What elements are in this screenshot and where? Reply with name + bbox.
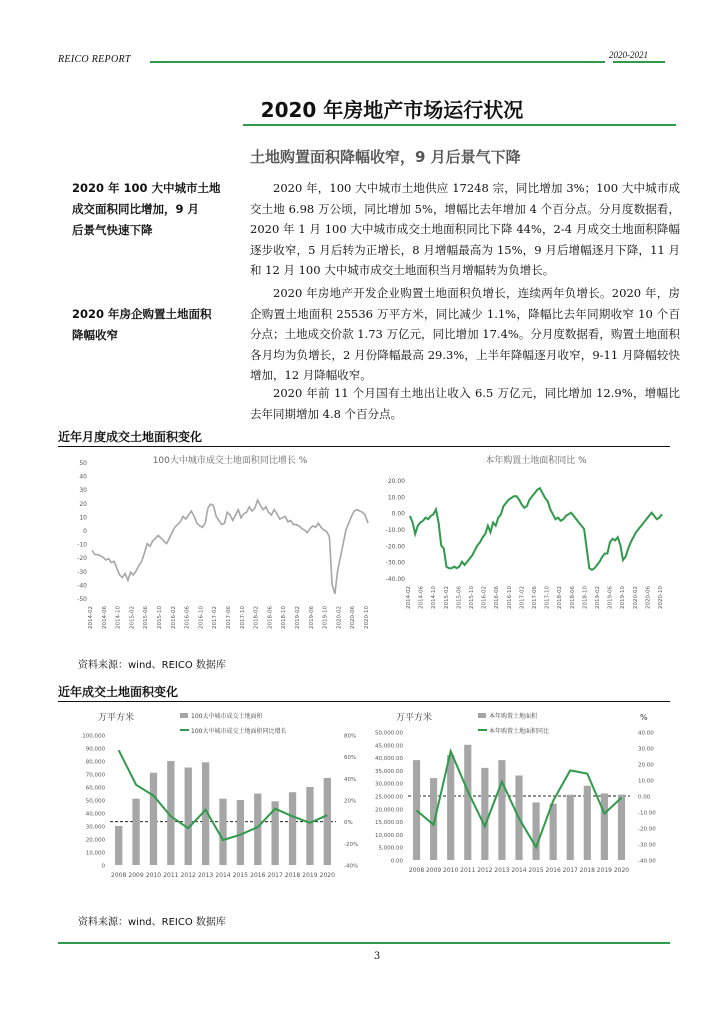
x-tick-label: 2020 [319,872,335,879]
side-note-line: 2020 年房企购置土地面积 [72,307,212,321]
series-line [410,488,662,570]
paragraph-text: 2020 年前 11 个月国有土地出让收入 6.5 万亿元，同比增加 12.9%，增幅比去年同期增加 4.8 个百分点。 [250,386,680,421]
x-tick-label: 2017 [562,867,578,874]
y2-tick-label: -20.00 [638,826,656,833]
x-tick-label: 2016-02 [481,586,488,609]
x-tick-label: 2014 [511,867,527,874]
x-tick-label: 2015-02 [129,606,136,629]
paragraph-2 [250,283,680,386]
y2-tick-label: 80% [344,733,357,740]
bar [481,768,488,860]
x-tick-label: 2019-10 [322,606,329,629]
y-tick-label: 40,000.00 [375,756,403,763]
legend-label-bar: 100大中城市成交土地面积 [191,713,263,720]
x-tick-label: 2017-06 [532,586,538,609]
x-tick-label: 2018-10 [281,606,288,629]
y-tick-label: 20,000.00 [375,807,403,814]
side-note-2 [72,304,222,346]
x-tick-label: 2017-06 [226,606,232,629]
y2-tick-label: 10.00 [638,778,654,785]
y-tick-label: -40 [77,582,87,590]
bar [498,760,505,860]
y-tick-label: 20.00 [387,478,405,485]
side-note-line: 降幅收窄 [72,328,118,342]
page-title: 2020 年房地产市场运行状况 [260,98,524,122]
y-tick-label: -10.00 [385,527,405,534]
y-tick-label: 20 [79,500,87,508]
y-tick-label: -40.00 [385,576,405,583]
x-tick-label: 2018 [579,867,595,874]
chart-monthly-purchase [378,450,673,650]
x-tick-label: 2018-06 [569,586,576,609]
y-tick-label: 35,000.00 [375,768,403,775]
y-tick-label: -20.00 [385,543,405,551]
x-tick-label: 2014-10 [431,586,438,609]
bar [413,760,420,860]
x-tick-label: 2015 [528,867,544,874]
bar [185,768,192,866]
y-axis-unit: 万平方米 [98,713,135,723]
paragraph-3 [250,383,680,424]
x-tick-label: 2016-10 [506,586,513,609]
x-tick-label: 2020-06 [350,606,357,629]
x-tick-label: 2020-10 [364,606,370,629]
x-tick-label: 2010 [145,872,162,879]
legend-label-line: 100大中城市成交土地面积同比增长 [191,728,287,735]
y-tick-label: 30 [79,487,87,495]
x-tick-label: 2019 [302,872,318,879]
header-left: REICO REPORT [58,54,131,65]
x-tick-label: 2018-02 [253,606,260,629]
x-tick-label: 2015 [232,872,249,879]
legend-label-bar: 本年购置土地面积 [489,713,538,720]
chart-title: 100大中城市成交土地面积同比增长 % [152,456,308,466]
y2-tick-label: 0% [344,820,353,827]
x-tick-label: 2015-06 [456,586,463,609]
x-tick-label: 2012 [477,867,493,874]
x-tick-label: 2014 [215,872,231,879]
y-tick-label: 50 [79,460,87,467]
paragraph-1 [250,178,680,281]
y2-axis-unit: % [640,713,648,722]
y-tick-label: 30,000 [85,824,105,831]
header-right: 2020-2021 [609,50,648,60]
x-tick-label: 2017-10 [544,586,551,609]
x-tick-label: 2012 [180,872,196,879]
x-tick-label: 2015-02 [443,586,450,609]
bar [567,795,574,860]
x-tick-label: 2014-10 [115,606,122,629]
bar [601,793,608,860]
x-tick-label: 2017 [267,872,283,879]
bar [532,802,539,860]
legend-swatch-bar [180,713,188,718]
y-tick-label: 0.00 [390,858,403,865]
chart-annual-100-cities [58,705,368,890]
y-tick-label: -30.00 [385,559,405,567]
x-tick-label: 2018-06 [267,606,274,629]
side-note-1 [72,178,222,241]
footer-rule [58,942,670,944]
y2-tick-label: -40.00 [638,858,656,865]
header-rule-right [613,61,665,63]
x-tick-label: 2009 [128,872,144,879]
x-tick-label: 2016-10 [198,606,205,629]
x-tick-label: 2017-10 [239,606,246,629]
bar [464,745,471,860]
chart-monthly-100-cities [58,450,378,650]
y-tick-label: 10,000 [85,850,105,857]
x-tick-label: 2017-02 [519,586,526,609]
x-tick-label: 2019-06 [308,606,315,629]
x-tick-label: 2015-10 [157,606,163,629]
paragraph-text: 2020 年房地产开发企业购置土地面积负增长，连续两年负增长。2020 年，房企购置土地面积 25536 万平方米，同比减少 1.1%，降幅比去年同期收窄 10 个百分点；土地成交价款 1.73 万亿元，同比增加 17.4%。分月度数据看，购置土地面积各月均为负增长，2 月份降幅最高 29.3%，上半年降幅逐月收窄，9-11 月降幅较快增加，12 月降幅收窄。 [250,286,680,382]
bar [219,799,226,865]
x-tick-label: 2011 [163,872,179,879]
bar [584,786,591,860]
y2-tick-label: -40% [344,863,359,870]
y2-tick-label: 40% [344,776,357,783]
x-tick-label: 2014-02 [88,606,94,629]
x-tick-label: 2019-06 [607,586,614,609]
chart-title: 本年购置土地面积同比 % [485,456,587,466]
y-tick-label: 50,000 [85,798,105,805]
paragraph-text: 2020 年，100 大中城市土地供应 17248 宗，同比增加 3%；100 大中城市成交土地 6.98 万公顷，同比增加 5%，增幅比去年增加 4 个百分点。分月度数据看，2020 年 1 月 100 大中城市成交土地面积同比下降 44%，2-4 月成交土地面积降幅逐步收窄，5 月后转为正增长，8 月增幅最高为 15%，9 月后增幅逐月下降，11 月和 12 月 100 大中城市成交土地面积当月增幅转为负增长。 [250,181,680,277]
x-tick-label: 2010 [443,867,459,874]
x-tick-label: 2014-06 [101,606,108,629]
x-tick-label: 2020-02 [632,586,639,609]
x-tick-label: 2019-10 [620,586,627,609]
legend-swatch-bar [478,713,486,718]
side-note-line: 成交面积同比增加，9 月 [72,202,200,216]
side-note-line: 2020 年 100 大中城市土地 [72,181,221,195]
x-tick-label: 2009 [425,867,442,874]
subtitle: 土地购置面积降幅收窄，9 月后景气下降 [250,148,521,166]
bar [132,799,139,865]
x-tick-label: 2018-02 [557,586,564,609]
x-tick-label: 2008 [111,872,127,879]
y2-tick-label: -30.00 [638,842,656,849]
y-axis-unit: 万平方米 [396,713,433,723]
x-tick-label: 2016 [545,867,561,874]
x-tick-label: 2014-02 [406,586,412,609]
x-tick-label: 2020-10 [658,586,664,609]
x-tick-label: 2008 [408,867,425,874]
y-tick-label: 30,000.00 [375,781,403,788]
y2-tick-label: 0.00 [638,794,651,801]
y-tick-label: 70,000 [85,772,105,779]
x-tick-label: 2017-02 [212,606,219,629]
bar [115,826,122,865]
y-tick-label: 90,000 [85,746,105,753]
y2-tick-label: 30.00 [638,746,654,753]
bar [550,804,557,860]
x-tick-label: 2020-02 [336,606,343,629]
y2-tick-label: 60% [344,755,357,762]
bar [289,792,296,865]
x-tick-label: 2013 [197,872,214,879]
bar [150,773,157,865]
page-number: 3 [373,951,381,962]
x-tick-label: 2016-06 [184,606,191,629]
legend-label-line: 本年购置土地面积同比 [489,728,550,735]
x-tick-label: 2018 [284,872,301,879]
y-tick-label: 45,000.00 [375,743,403,750]
y-tick-label: 10,000.00 [375,832,403,839]
y-tick-label: -10 [77,541,87,549]
bar [324,778,331,865]
y-tick-label: 40,000 [85,811,105,818]
y-tick-label: 10.00 [387,494,405,502]
x-tick-label: 2020-06 [645,586,652,609]
y-tick-label: 60,000 [85,785,105,792]
section-rule [58,446,670,447]
y2-tick-label: 20% [344,798,357,805]
y2-tick-label: 20.00 [638,762,654,769]
x-tick-label: 2019-02 [595,586,601,609]
x-tick-label: 2019-02 [295,606,301,629]
x-tick-label: 2020 [613,867,630,874]
y-tick-label: -30 [77,568,87,576]
bar [306,787,313,865]
source-note-1: 资料来源：wind、REICO 数据库 [78,660,226,671]
y2-tick-label: 40.00 [638,730,654,737]
y-tick-label: 0.00 [391,510,405,518]
x-tick-label: 2015-10 [469,586,475,609]
y-tick-label: 100,000 [82,733,105,740]
section-title-monthly: 近年月度成交土地面积变化 [58,430,203,444]
title-rule [243,124,676,126]
side-note-line: 后景气快速下降 [72,223,153,237]
x-tick-label: 2016-02 [170,606,177,629]
x-tick-label: 2015-06 [143,606,150,629]
y2-tick-label: -20% [344,841,359,848]
y-tick-label: -20 [77,555,87,563]
y-tick-label: 15,000.00 [375,820,403,827]
y-tick-label: 0 [101,863,105,870]
y2-tick-label: -10.00 [638,810,656,817]
y-tick-label: 10 [79,514,87,522]
x-tick-label: 2011 [460,867,476,874]
y-tick-label: -50 [77,596,87,603]
x-tick-label: 2016-06 [494,586,501,609]
bar [618,795,625,860]
x-tick-label: 2014-06 [418,586,425,609]
chart-annual-purchase [368,705,673,890]
y-tick-label: 0 [83,528,87,535]
y-tick-label: 40 [79,473,87,481]
section-rule [58,701,670,702]
x-tick-label: 2018-10 [582,586,589,609]
section-title-annual: 近年成交土地面积变化 [58,685,179,699]
source-note-2: 资料来源：wind、REICO 数据库 [78,917,226,928]
y-tick-label: 25,000.00 [375,794,403,801]
header-rule-left [150,61,605,63]
bar [447,755,454,860]
bar [430,778,437,860]
y-tick-label: 5,000.00 [378,845,403,852]
y-tick-label: 20,000 [85,837,105,844]
x-tick-label: 2016 [250,872,266,879]
y-tick-label: 80,000 [85,759,105,766]
y-tick-label: 50,000.00 [375,730,403,737]
x-tick-label: 2013 [494,867,510,874]
x-tick-label: 2019 [596,867,613,874]
series-line [92,500,368,594]
